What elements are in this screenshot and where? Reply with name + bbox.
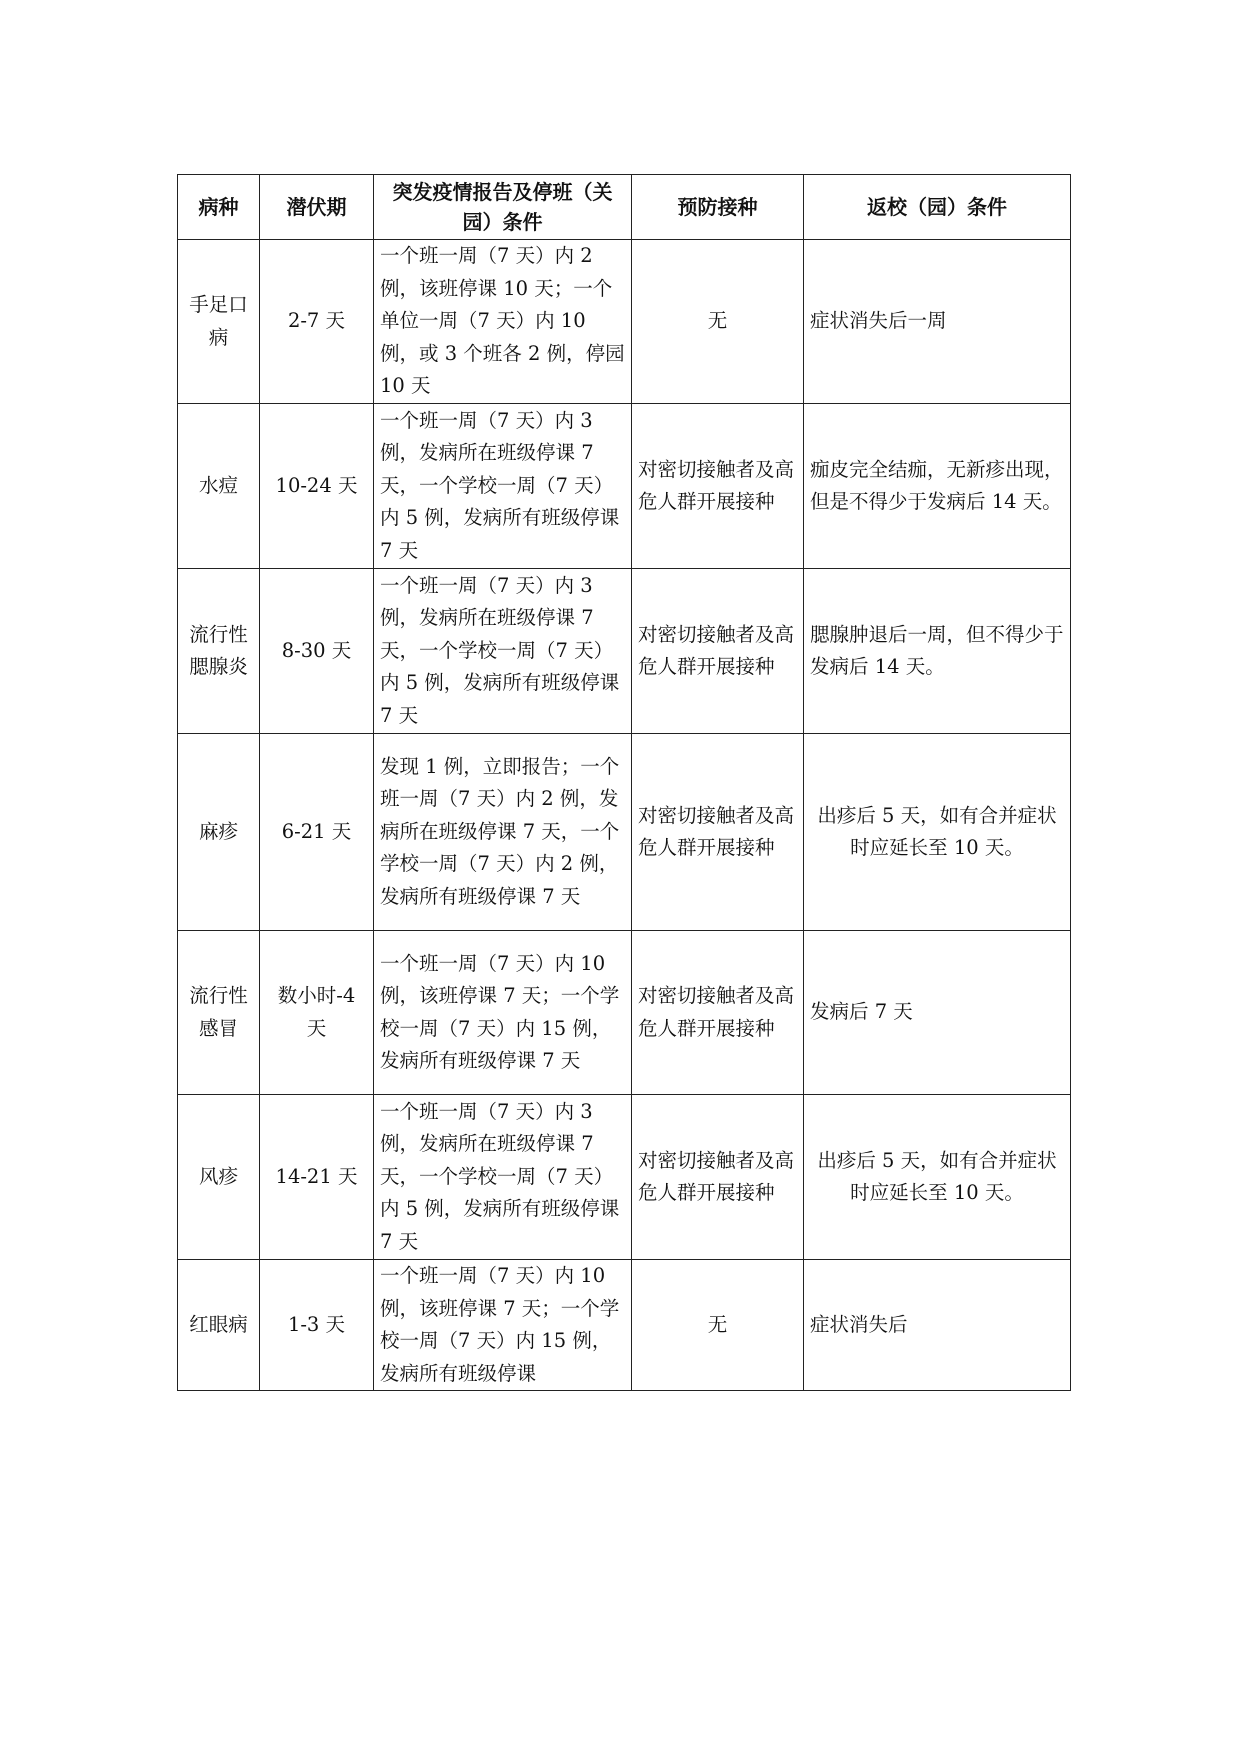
vaccination: 无 <box>632 1260 804 1391</box>
table-row <box>178 931 1071 1095</box>
return-condition: 症状消失后一周 <box>804 240 1071 404</box>
return-condition: 症状消失后 <box>804 1260 1071 1391</box>
incubation-period: 1-3 天 <box>260 1260 374 1391</box>
report-condition: 发现 1 例，立即报告；一个班一周（7 天）内 2 例，发病所在班级停课 7 天，一个学校一周（7 天）内 2 例，发病所有班级停课 7 天 <box>374 734 632 931</box>
header-incubation: 潜伏期 <box>260 175 374 240</box>
report-condition: 一个班一周（7 天）内 3 例，发病所在班级停课 7 天，一个学校一周（7 天）内 5 例，发病所有班级停课 7 天 <box>374 404 632 569</box>
return-condition: 痂皮完全结痂，无新疹出现，但是不得少于发病后 14 天。 <box>804 404 1071 569</box>
vaccination: 无 <box>632 240 804 404</box>
return-condition: 发病后 7 天 <box>804 931 1071 1095</box>
vaccination: 对密切接触者及高危人群开展接种 <box>632 1095 804 1260</box>
return-condition: 出疹后 5 天，如有合并症状时应延长至 10 天。 <box>804 734 1071 931</box>
return-condition: 出疹后 5 天，如有合并症状时应延长至 10 天。 <box>804 1095 1071 1260</box>
disease-name: 手足口病 <box>178 240 260 404</box>
disease-name: 流行性感冒 <box>178 931 260 1095</box>
disease-name: 水痘 <box>178 404 260 569</box>
report-condition: 一个班一周（7 天）内 10 例，该班停课 7 天；一个学校一周（7 天）内 15 例，发病所有班级停课 <box>374 1260 632 1391</box>
vaccination: 对密切接触者及高危人群开展接种 <box>632 734 804 931</box>
disease-name: 流行性腮腺炎 <box>178 569 260 734</box>
incubation-period: 6-21 天 <box>260 734 374 931</box>
return-condition: 腮腺肿退后一周，但不得少于发病后 14 天。 <box>804 569 1071 734</box>
header-report-condition: 突发疫情报告及停班（关园）条件 <box>374 175 632 240</box>
table-row <box>178 404 1071 569</box>
incubation-period: 10-24 天 <box>260 404 374 569</box>
report-condition: 一个班一周（7 天）内 10 例，该班停课 7 天；一个学校一周（7 天）内 15 例，发病所有班级停课 7 天 <box>374 931 632 1095</box>
table-row <box>178 569 1071 734</box>
vaccination: 对密切接触者及高危人群开展接种 <box>632 931 804 1095</box>
header-vaccination: 预防接种 <box>632 175 804 240</box>
incubation-period: 2-7 天 <box>260 240 374 404</box>
incubation-period: 8-30 天 <box>260 569 374 734</box>
report-condition: 一个班一周（7 天）内 3 例，发病所在班级停课 7 天，一个学校一周（7 天）内 5 例，发病所有班级停课 7 天 <box>374 569 632 734</box>
disease-name: 麻疹 <box>178 734 260 931</box>
table-row <box>178 734 1071 931</box>
disease-name: 风疹 <box>178 1095 260 1260</box>
table-row <box>178 240 1071 404</box>
incubation-period: 14-21 天 <box>260 1095 374 1260</box>
vaccination: 对密切接触者及高危人群开展接种 <box>632 569 804 734</box>
report-condition: 一个班一周（7 天）内 2 例，该班停课 10 天；一个单位一周（7 天）内 10 例，或 3 个班各 2 例，停园 10 天 <box>374 240 632 404</box>
vaccination: 对密切接触者及高危人群开展接种 <box>632 404 804 569</box>
disease-table <box>177 174 1071 1391</box>
header-return-condition: 返校（园）条件 <box>804 175 1071 240</box>
disease-name: 红眼病 <box>178 1260 260 1391</box>
table-row <box>178 1095 1071 1260</box>
header-disease: 病种 <box>178 175 260 240</box>
incubation-period: 数小时-4 天 <box>260 931 374 1095</box>
report-condition: 一个班一周（7 天）内 3 例，发病所在班级停课 7 天，一个学校一周（7 天）内 5 例，发病所有班级停课 7 天 <box>374 1095 632 1260</box>
table-row <box>178 1260 1071 1391</box>
table-header-row <box>178 175 1071 240</box>
